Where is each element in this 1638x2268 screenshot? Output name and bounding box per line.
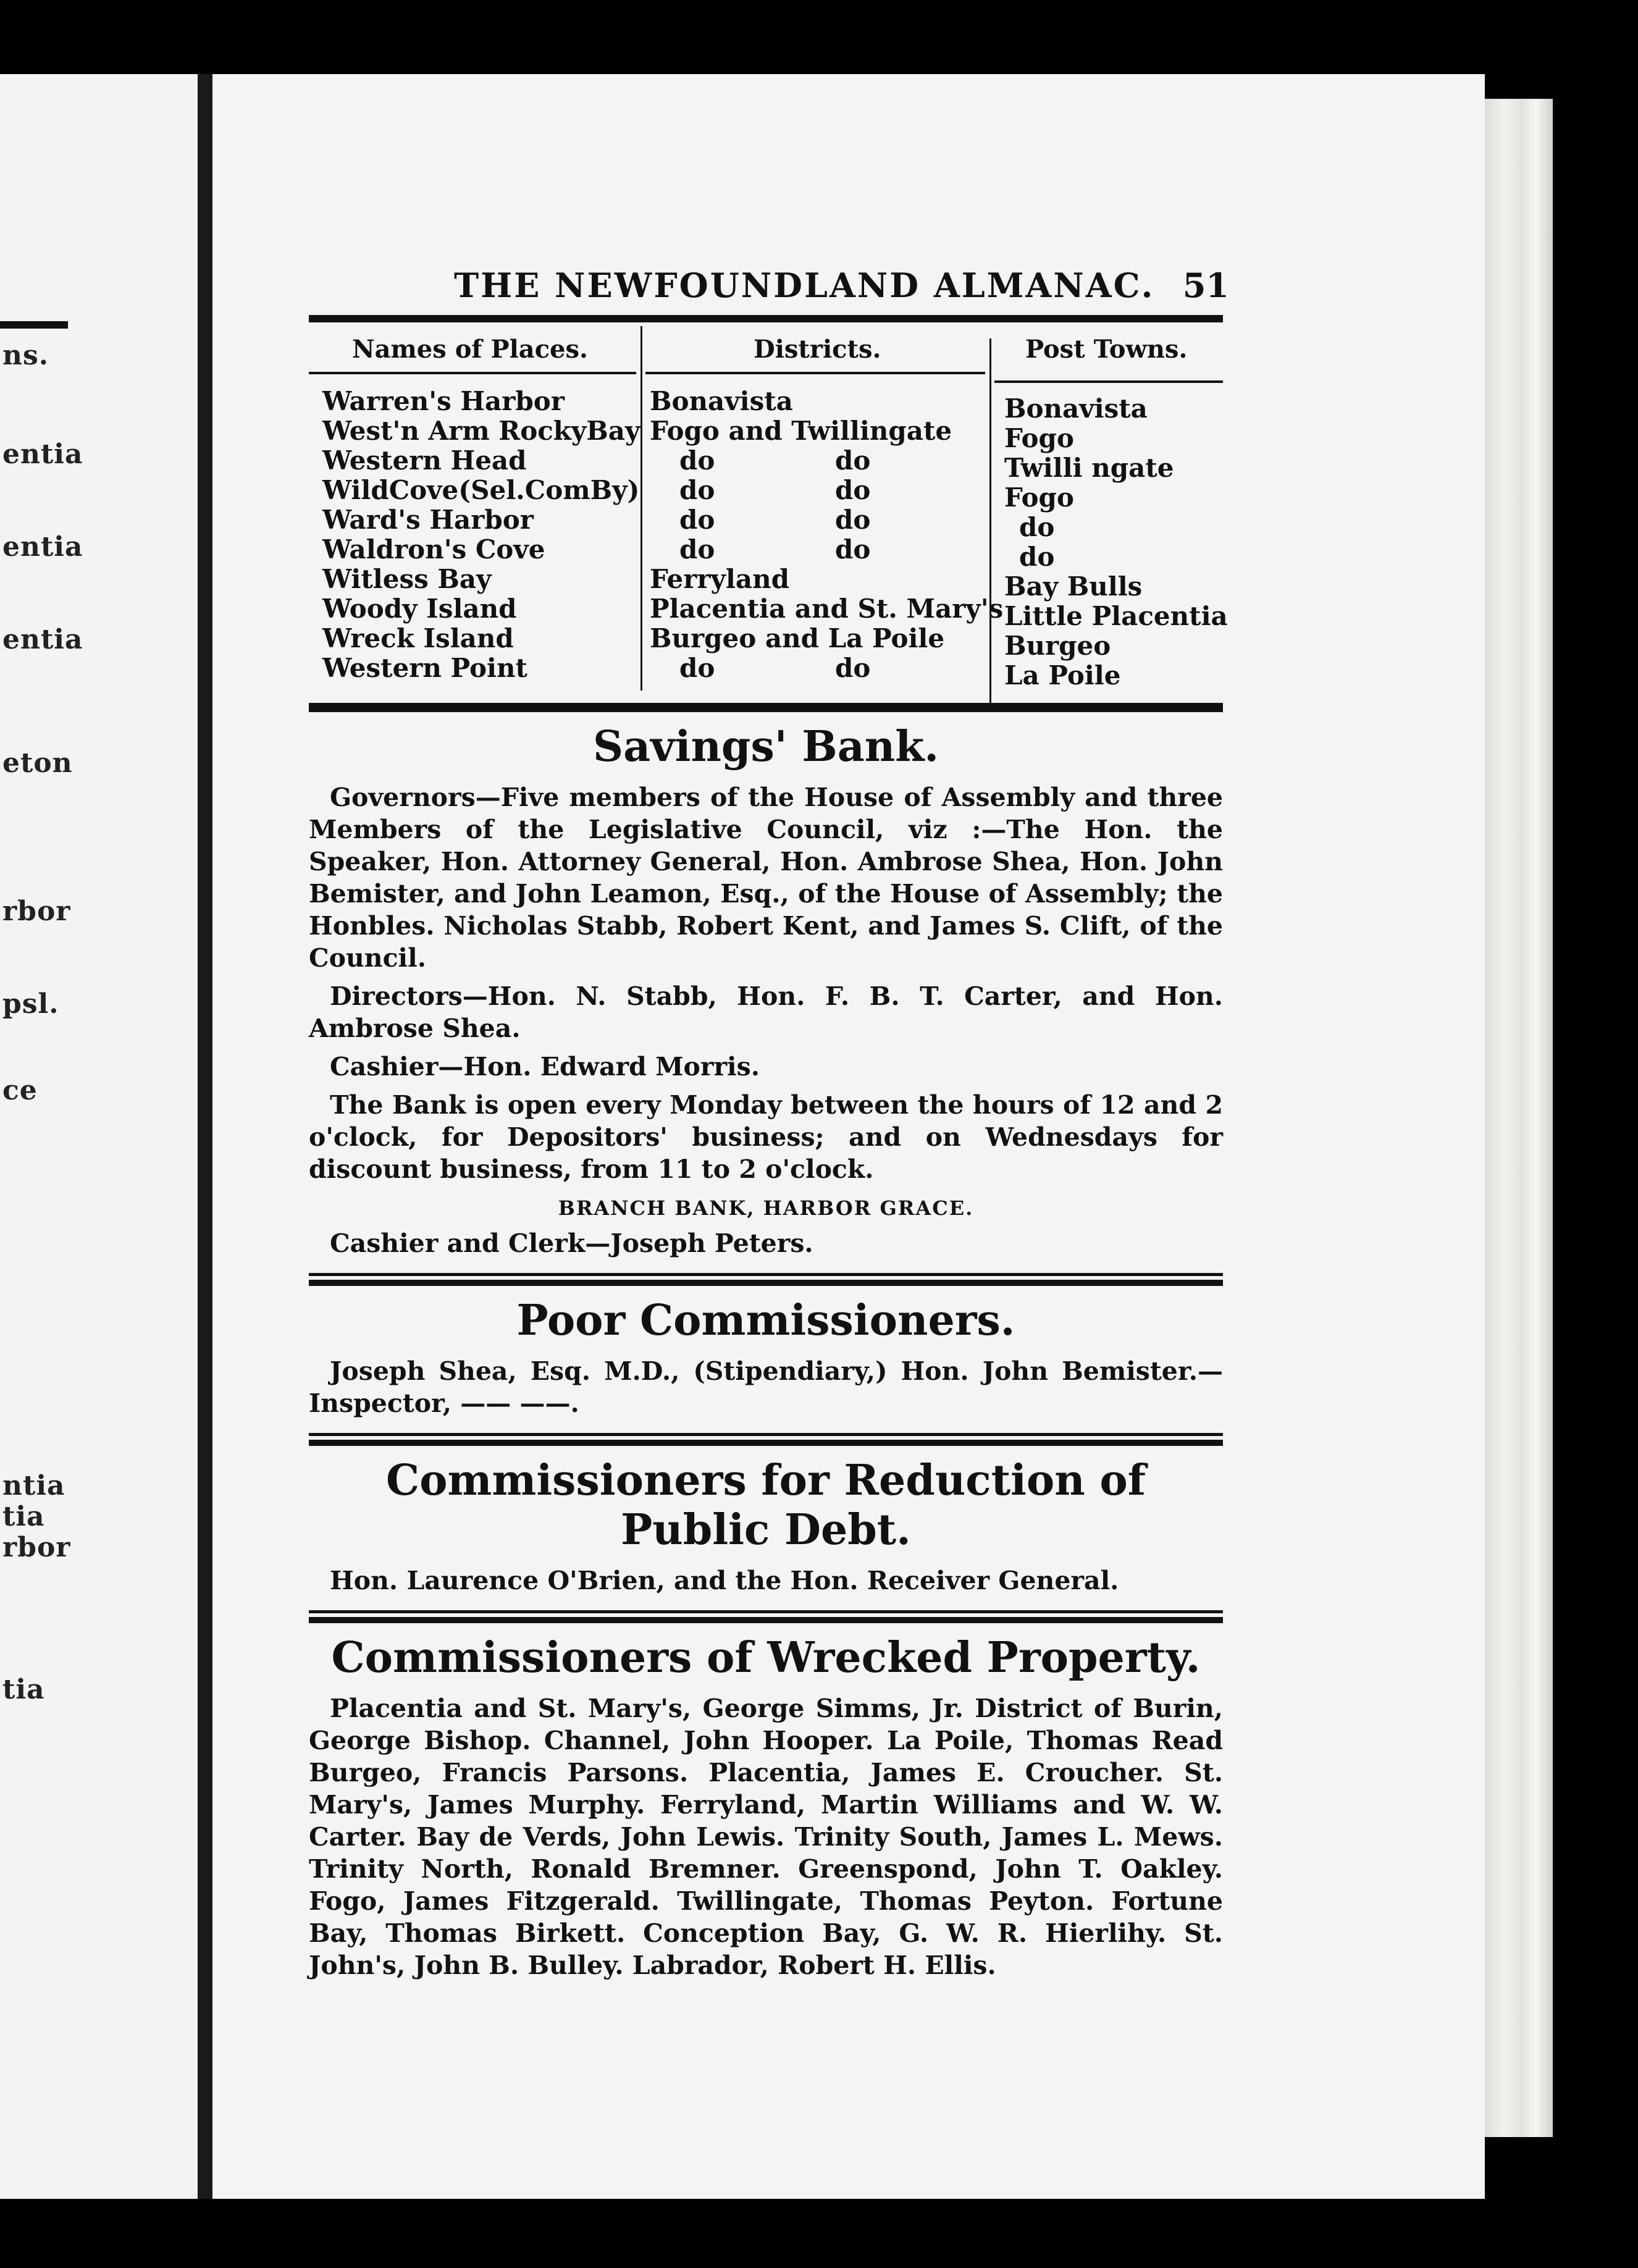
section-rule xyxy=(309,1433,1223,1446)
section-rule xyxy=(309,1610,1223,1623)
left-fragment: tia xyxy=(2,1501,45,1532)
page-number: 51 xyxy=(1182,266,1229,305)
column-rule xyxy=(994,380,1223,383)
left-fragment: tia xyxy=(2,1674,45,1705)
table-cell-post-town: Twilli ngate xyxy=(1004,453,1174,483)
table-cell-place: Witless Bay xyxy=(322,564,492,594)
book-gutter xyxy=(198,74,212,2199)
left-fragment: entia xyxy=(2,439,83,470)
running-head xyxy=(309,266,1229,315)
table-cell-district-b: do xyxy=(835,475,871,505)
left-fragment: eton xyxy=(2,747,73,779)
table-cell-post-town: Fogo xyxy=(1004,423,1074,453)
table-cell-place: Western Point xyxy=(322,653,527,683)
left-fragment: entia xyxy=(2,624,83,655)
column-header-places: Names of Places. xyxy=(352,335,588,364)
left-page-rule xyxy=(0,321,68,329)
table-cell-place: Ward's Harbor xyxy=(322,505,534,535)
table-cell-post-town: Bay Bulls xyxy=(1004,571,1143,602)
table-cell-post-town: Burgeo xyxy=(1004,631,1111,661)
left-fragment: rbor xyxy=(2,896,71,927)
column-header-districts: Districts. xyxy=(754,335,881,364)
header-rule xyxy=(309,315,1223,322)
table-cell-district: do xyxy=(679,475,715,505)
table-cell-district-b: do xyxy=(835,445,871,476)
table-cell-district-b: do xyxy=(835,505,871,535)
savings-bank-title: Savings' Bank. xyxy=(592,722,939,771)
places-table xyxy=(309,326,1228,703)
left-fragment: ntia xyxy=(2,1470,65,1502)
table-cell-district-b: do xyxy=(835,534,871,565)
left-fragment: entia xyxy=(2,531,83,563)
poor-commissioners-text: Joseph Shea, Esq. M.D., (Stipendiary,) Hon. John Bemister.—Inspector, —— ——. xyxy=(309,1356,1223,1418)
governors-paragraph: Governors—Five members of the House of Assembly and three Members of the Legislative Council, viz :—The Hon. the Speaker, Hon. Attorney General, Hon. Ambrose Shea, Hon. John Bemister, and John Leamon, Esq., of the House of Assembly; the Honbles. Nicholas Stabb, Robert Kent, and James S. Clift, of the Council. xyxy=(309,783,1223,973)
table-cell-post-town: Little Placentia xyxy=(1004,601,1228,631)
poor-commissioners-title: Poor Commissioners. xyxy=(516,1296,1015,1345)
left-fragment: psl. xyxy=(2,988,59,1020)
table-cell-district: Ferryland xyxy=(650,564,789,594)
table-cell-district: Fogo and Twillingate xyxy=(650,416,952,446)
section-rule xyxy=(309,1273,1223,1286)
left-fragment: rbor xyxy=(2,1532,71,1563)
table-cell-district: do xyxy=(679,653,715,683)
public-debt-title: Commissioners for Reduction of Public Debt. xyxy=(385,1456,1146,1555)
column-divider xyxy=(989,338,991,703)
wrecked-property-text: Placentia and St. Mary's, George Simms, Jr. District of Burin, George Bishop. Channel, John Hooper. La Poile, Thomas Read Burgeo, Francis Parsons. Placentia, James E. Croucher. St. Mary's, James Murphy. Ferryland, Martin Williams and W. W. Carter. Bay de Verds, John Lewis. Trinity South, James L. Mews. Trinity North, Ronald Bremner. Greenspond, John T. Oakley. Fogo, James Fitzgerald. Twillingate, Thomas Peyton. Fortune Bay, Thomas Birkett. Conception Bay, G. W. R. Hierlihy. St. John's, John B. Bulley. Labrador, Robert H. Ellis. xyxy=(309,1694,1223,1980)
table-cell-place: Western Head xyxy=(322,445,527,476)
bank-hours-paragraph: The Bank is open every Monday between the hours of 12 and 2 o'clock, for Depositors' business; and on Wednesdays for discount business, from 11 to 2 o'clock. xyxy=(309,1090,1223,1184)
left-facing-page xyxy=(0,74,198,2199)
branch-staff-paragraph: Cashier and Clerk—Joseph Peters. xyxy=(330,1228,813,1258)
left-fragment: ce xyxy=(2,1075,38,1106)
table-cell-place: Woody Island xyxy=(322,594,517,624)
table-cell-district: do xyxy=(679,445,715,476)
table-cell-post-town: La Poile xyxy=(1004,660,1121,691)
table-cell-district: do xyxy=(679,534,715,565)
table-cell-district: Bonavista xyxy=(650,386,793,416)
left-fragment: ns. xyxy=(2,340,49,371)
column-header-post-towns: Post Towns. xyxy=(1025,335,1188,364)
table-cell-post-town: do xyxy=(1019,512,1055,542)
cashier-paragraph: Cashier—Hon. Edward Morris. xyxy=(330,1052,760,1082)
page-title: THE NEWFOUNDLAND ALMANAC. xyxy=(454,266,1155,305)
table-cell-district: Burgeo and La Poile xyxy=(650,623,945,653)
table-cell-post-town: Fogo xyxy=(1004,482,1074,513)
table-cell-place: Wreck Island xyxy=(322,623,514,653)
table-cell-post-town: do xyxy=(1019,542,1055,572)
table-cell-place: WildCove(Sel.ComBy) xyxy=(322,475,640,505)
directors-paragraph: Directors—Hon. N. Stabb, Hon. F. B. T. Carter, and Hon. Ambrose Shea. xyxy=(309,981,1223,1043)
table-cell-place: West'n Arm RockyBay xyxy=(322,416,640,446)
wrecked-property-title: Commissioners of Wrecked Property. xyxy=(331,1633,1201,1682)
column-rule xyxy=(645,372,985,374)
table-cell-post-town: Bonavista xyxy=(1004,393,1148,424)
section-rule xyxy=(309,703,1223,712)
table-cell-place: Warren's Harbor xyxy=(322,386,565,416)
table-cell-place: Waldron's Cove xyxy=(322,534,545,565)
column-divider xyxy=(640,326,642,691)
table-cell-district-b: do xyxy=(835,653,871,683)
column-rule xyxy=(309,372,636,374)
table-cell-district: do xyxy=(679,505,715,535)
table-cell-district: Placentia and St. Mary's xyxy=(650,594,1004,624)
page-edges xyxy=(1485,99,1553,2137)
branch-bank-heading: BRANCH BANK, HARBOR GRACE. xyxy=(558,1196,974,1220)
page-content xyxy=(309,266,1229,1988)
public-debt-text: Hon. Laurence O'Brien, and the Hon. Receiver General. xyxy=(330,1566,1119,1595)
